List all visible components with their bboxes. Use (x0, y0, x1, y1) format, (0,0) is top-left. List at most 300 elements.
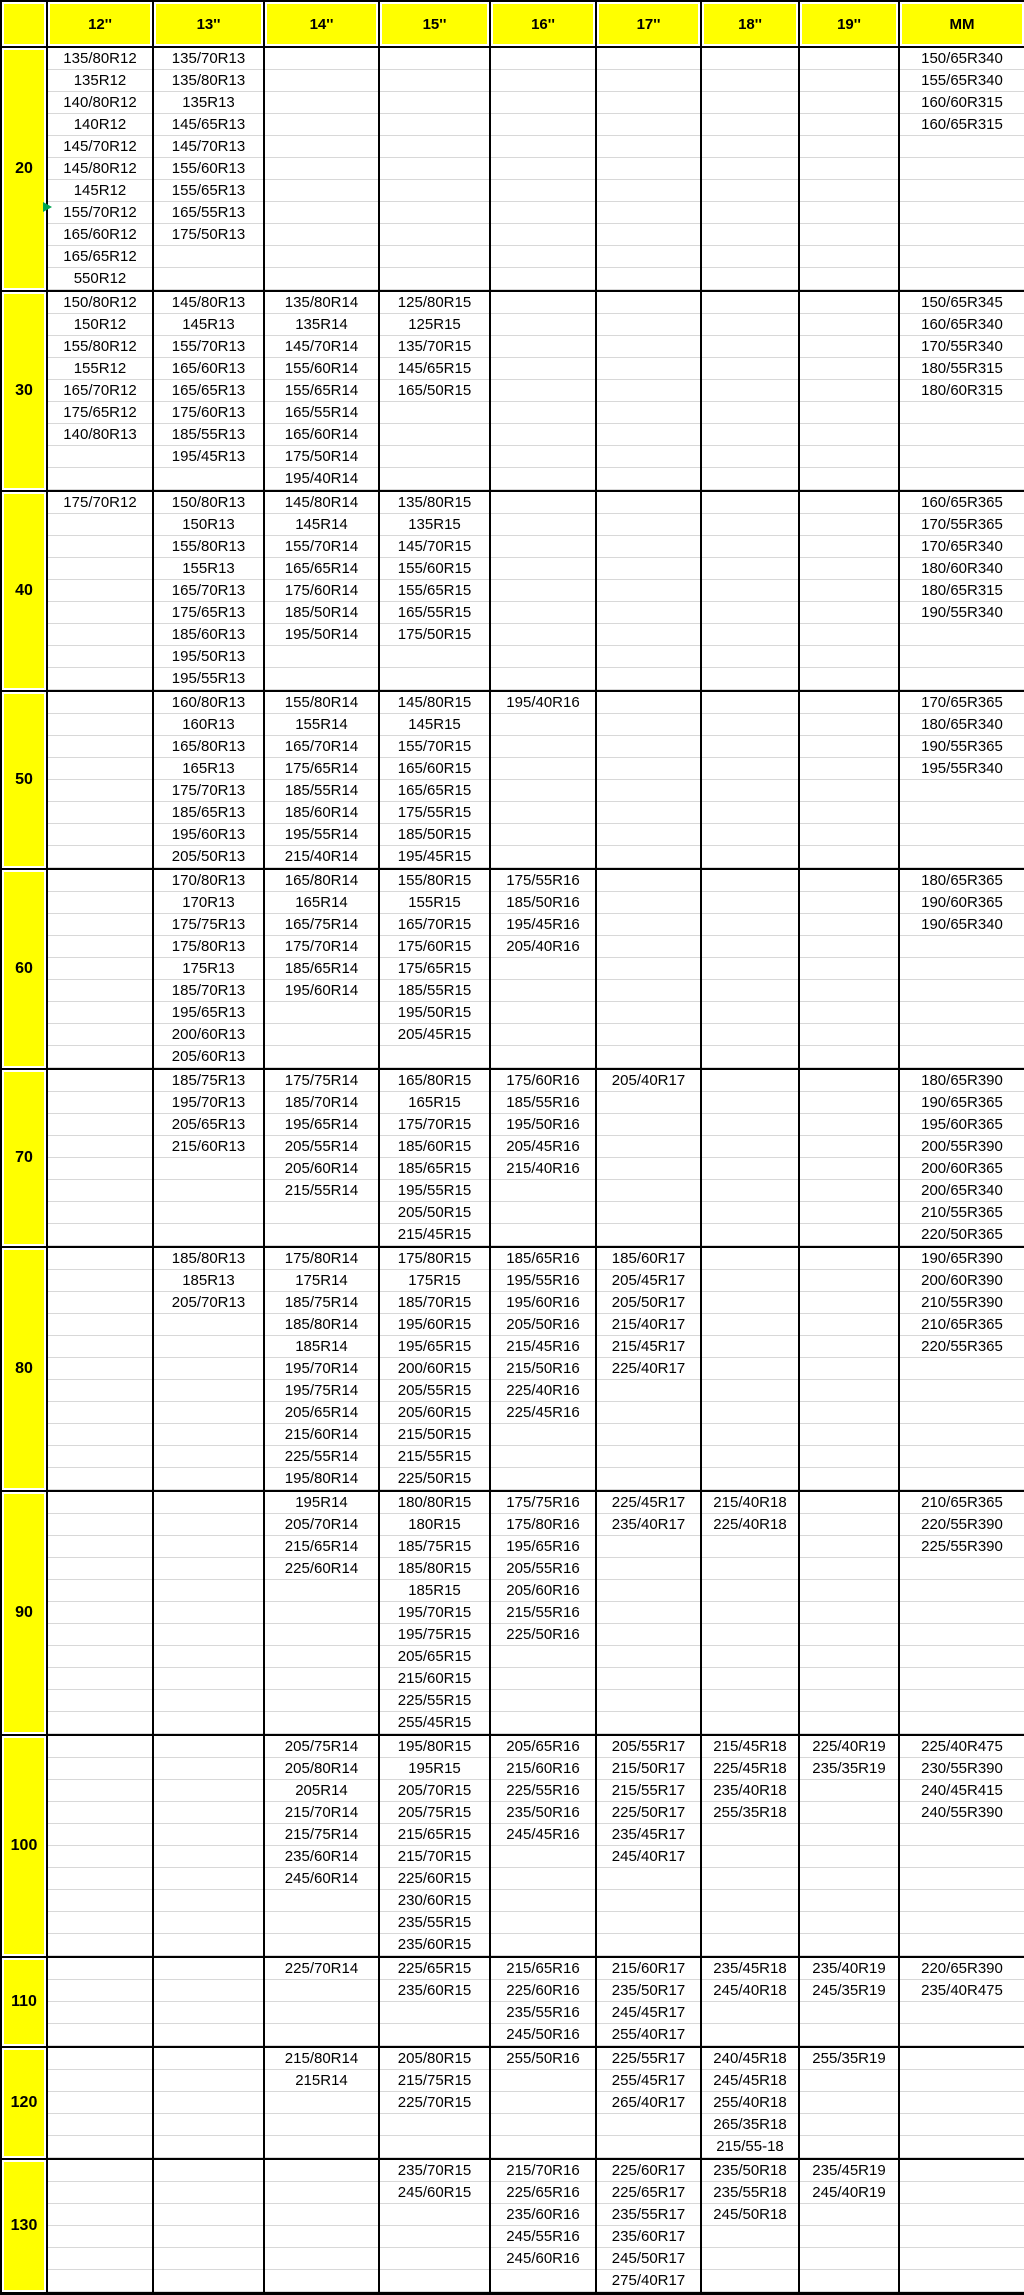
tire-size: 225/60R15 (397, 1870, 472, 1887)
tire-size: 145/70R15 (397, 538, 472, 555)
row-header: 100 (1, 1735, 47, 1957)
tire-size: 165/70R12 (63, 382, 137, 399)
size-cell (153, 1247, 264, 1491)
tire-size: 150/80R12 (63, 294, 137, 311)
tire-size: 150R13 (182, 516, 235, 533)
tire-size: 225/55R15 (397, 1692, 472, 1709)
tire-size: 205/50R16 (506, 1316, 580, 1333)
tire-size: 125R15 (408, 316, 461, 333)
size-cell (379, 1957, 490, 2047)
tire-size: 175/50R15 (397, 626, 472, 643)
col-header-15: 15'' (379, 1, 490, 47)
size-cell (264, 491, 379, 691)
tire-size: 245/50R16 (506, 2026, 580, 2043)
tire-size: 175/60R16 (506, 1072, 580, 1089)
size-cell (701, 2159, 799, 2294)
tire-size: 135R12 (73, 72, 127, 89)
size-cell (153, 491, 264, 691)
tire-size: 205/65R14 (284, 1404, 359, 1421)
tire-size: 215/45R16 (506, 1338, 580, 1355)
tire-size: 215/60R13 (171, 1138, 246, 1155)
tire-size: 150/80R13 (171, 494, 246, 511)
tire-size: 175/50R13 (171, 226, 246, 243)
tire-size: 195/65R15 (397, 1338, 472, 1355)
tire-size: 215/80R14 (284, 2050, 359, 2067)
tire-size: 155/70R13 (171, 338, 246, 355)
size-cell (490, 291, 596, 491)
tire-size: 195/50R13 (171, 648, 246, 665)
tire-size: 215/60R17 (611, 1960, 686, 1977)
tire-size: 205/60R16 (506, 1582, 580, 1599)
tire-size: 255/40R17 (611, 2026, 686, 2043)
tire-size: 150/65R340 (921, 50, 1003, 67)
size-cell (799, 1957, 899, 2047)
tire-size: 225/40R18 (713, 1516, 787, 1533)
tire-size: 155/65R14 (284, 382, 359, 399)
tire-size: 175R13 (182, 960, 235, 977)
tire-size: 245/45R18 (713, 2072, 787, 2089)
tire-size: 175/65R15 (397, 960, 472, 977)
size-cell (264, 1491, 379, 1735)
size-cell (899, 1247, 1024, 1491)
row-header: 40 (1, 491, 47, 691)
tire-size: 195/45R15 (397, 848, 472, 865)
tire-size: 235/55R15 (397, 1914, 472, 1931)
tire-size: 215/75R14 (284, 1826, 359, 1843)
size-cell (701, 47, 799, 291)
tire-size: 255/45R17 (611, 2072, 686, 2089)
tire-size: 145/80R13 (171, 294, 246, 311)
col-header-13: 13'' (153, 1, 264, 47)
tire-size: 135/80R12 (63, 50, 137, 67)
tire-size: 175/65R13 (171, 604, 246, 621)
row-header: 120 (1, 2047, 47, 2159)
tire-size: 180/65R390 (921, 1072, 1003, 1089)
tire-size: 225/45R16 (506, 1404, 580, 1421)
tire-size: 195/65R13 (171, 1004, 246, 1021)
tire-size: 195/45R13 (171, 448, 246, 465)
tire-size: 175/55R15 (397, 804, 472, 821)
tire-size: 245/40R19 (812, 2184, 886, 2201)
row-header: 130 (1, 2159, 47, 2294)
size-cell (47, 1069, 153, 1247)
tire-size: 235/40R17 (611, 1516, 686, 1533)
tire-size: 165/60R12 (63, 226, 137, 243)
tire-size: 245/45R17 (611, 2004, 686, 2021)
size-cell (379, 1247, 490, 1491)
size-cell (490, 1247, 596, 1491)
tire-size: 225/40R16 (506, 1382, 580, 1399)
tire-size: 195/80R14 (284, 1470, 359, 1487)
tire-size: 190/55R365 (921, 738, 1003, 755)
tire-size: 180/65R365 (921, 872, 1003, 889)
tire-size: 185/50R15 (397, 826, 472, 843)
size-cell (379, 869, 490, 1069)
tire-size: 195/55R16 (506, 1272, 580, 1289)
tire-size: 185R15 (408, 1582, 461, 1599)
tire-size: 195R15 (408, 1760, 461, 1777)
size-cell (596, 869, 701, 1069)
tire-size: 195/40R16 (506, 694, 580, 711)
tire-size: 220/50R365 (921, 1226, 1003, 1243)
size-cell (899, 2047, 1024, 2159)
tire-size: 185/60R15 (397, 1138, 472, 1155)
tire-size: 185/55R15 (397, 982, 472, 999)
tire-size: 160/65R365 (921, 494, 1003, 511)
tire-size: 205/40R16 (506, 938, 580, 955)
tire-size: 225/50R15 (397, 1470, 472, 1487)
size-cell (899, 691, 1024, 869)
size-cell (596, 47, 701, 291)
size-cell (799, 1069, 899, 1247)
size-cell (701, 291, 799, 491)
tire-size: 210/65R365 (921, 1316, 1003, 1333)
tire-size: 165/60R13 (171, 360, 246, 377)
size-cell (264, 1735, 379, 1957)
tire-size: 205/55R15 (397, 1382, 472, 1399)
size-cell (379, 1735, 490, 1957)
tire-size: 225/60R16 (506, 1982, 580, 1999)
size-cell (490, 491, 596, 691)
size-cell (799, 47, 899, 291)
tire-size: 195/65R16 (506, 1538, 580, 1555)
tire-size: 215/60R15 (397, 1670, 472, 1687)
tire-size: 215/40R18 (713, 1494, 787, 1511)
size-cell (701, 1957, 799, 2047)
tire-size: 175/65R14 (284, 760, 359, 777)
size-cell (47, 47, 153, 291)
tire-size: 215/40R14 (284, 848, 359, 865)
tire-size: 205/50R15 (397, 1204, 472, 1221)
tire-size: 215/45R15 (397, 1226, 472, 1243)
tire-size: 205/75R15 (397, 1804, 472, 1821)
tire-size: 175/80R14 (284, 1250, 359, 1267)
corner-cell (1, 1, 47, 47)
tire-size: 205/80R15 (397, 2050, 472, 2067)
tire-size: 155/80R12 (63, 338, 137, 355)
size-cell (701, 691, 799, 869)
tire-size: 235/60R15 (397, 1936, 472, 1953)
tire-size: 205R14 (295, 1782, 348, 1799)
tire-size: 245/40R18 (713, 1982, 787, 1999)
size-cell (47, 1735, 153, 1957)
tire-size: 155/70R15 (397, 738, 472, 755)
size-cell (899, 1069, 1024, 1247)
tire-size: 205/70R13 (171, 1294, 246, 1311)
tire-size: 175/80R16 (506, 1516, 580, 1533)
tire-size: 225/45R17 (611, 1494, 686, 1511)
tire-size: 165R14 (295, 894, 348, 911)
tire-size: 215/60R14 (284, 1426, 359, 1443)
tire-size: 155/65R340 (921, 72, 1003, 89)
tire-size: 140/80R13 (63, 426, 137, 443)
tire-size: 225/70R14 (284, 1960, 359, 1977)
tire-size: 180/55R315 (921, 360, 1003, 377)
tire-size: 165/80R13 (171, 738, 246, 755)
tire-size: 195/60R16 (506, 1294, 580, 1311)
size-cell (490, 1491, 596, 1735)
tire-size: 235/40R475 (921, 1982, 1003, 1999)
tire-size: 265/35R18 (713, 2116, 787, 2133)
tire-size: 190/55R340 (921, 604, 1003, 621)
tire-size: 235/55R16 (506, 2004, 580, 2021)
tire-size: 215/70R15 (397, 1848, 472, 1865)
size-cell (596, 2047, 701, 2159)
tire-size: 185/65R13 (171, 804, 246, 821)
tire-size: 190/60R365 (921, 894, 1003, 911)
tire-size: 220/55R390 (921, 1516, 1003, 1533)
tire-size: 175/60R13 (171, 404, 246, 421)
tire-size: 155R12 (73, 360, 127, 377)
tire-size: 180/65R340 (921, 716, 1003, 733)
tire-size: 185/70R13 (171, 982, 246, 999)
tire-size: 225/55R390 (921, 1538, 1003, 1555)
size-cell (153, 869, 264, 1069)
tire-size: 205/55R17 (611, 1738, 686, 1755)
tire-size: 165/55R15 (397, 604, 472, 621)
size-cell (153, 691, 264, 869)
tire-size: 200/60R15 (397, 1360, 472, 1377)
size-cell (799, 491, 899, 691)
size-cell (47, 1491, 153, 1735)
tire-size: 175/60R14 (284, 582, 359, 599)
tire-size: 175/70R13 (171, 782, 246, 799)
tire-size: 155R13 (182, 560, 235, 577)
tire-size: 195R14 (295, 1494, 348, 1511)
tire-size: 225/65R16 (506, 2184, 580, 2201)
tire-size: 135/80R14 (284, 294, 359, 311)
tire-size: 205/40R17 (611, 1072, 686, 1089)
table-row (1, 869, 1024, 1069)
col-header-17: 17'' (596, 1, 701, 47)
tire-size: 550R12 (73, 270, 127, 287)
table-row (1, 1069, 1024, 1247)
tire-size: 185/65R16 (506, 1250, 580, 1267)
tire-size: 225/55R14 (284, 1448, 359, 1465)
tire-size: 225/70R15 (397, 2094, 472, 2111)
table-row (1, 1957, 1024, 2047)
row-header: 50 (1, 691, 47, 869)
size-cell (264, 47, 379, 291)
tire-size: 175/70R14 (284, 938, 359, 955)
size-cell (799, 1247, 899, 1491)
tire-size: 180/80R15 (397, 1494, 472, 1511)
tire-size: 215/70R16 (506, 2162, 580, 2179)
tire-size: 155/60R14 (284, 360, 359, 377)
size-cell (153, 1491, 264, 1735)
tire-size: 165/70R14 (284, 738, 359, 755)
tire-size: 195/70R13 (171, 1094, 246, 1111)
tire-size: 165/80R14 (284, 872, 359, 889)
tire-size: 215/40R17 (611, 1316, 686, 1333)
tire-size: 160/80R13 (171, 694, 246, 711)
tire-size: 175/75R13 (171, 916, 246, 933)
tire-size: 225/65R15 (397, 1960, 472, 1977)
size-cell (47, 1957, 153, 2047)
tire-size: 155/60R15 (397, 560, 472, 577)
col-header-12: 12'' (47, 1, 153, 47)
tire-size: 225/50R16 (506, 1626, 580, 1643)
size-cell (379, 47, 490, 291)
size-cell (379, 291, 490, 491)
tire-size: 180/60R340 (921, 560, 1003, 577)
tire-size: 165/55R13 (171, 204, 246, 221)
tire-size: 200/65R340 (921, 1182, 1003, 1199)
tire-size: 160/60R315 (921, 94, 1003, 111)
size-cell (899, 1491, 1024, 1735)
size-cell (899, 291, 1024, 491)
tire-size: 205/55R14 (284, 1138, 359, 1155)
tire-size: 175/60R15 (397, 938, 472, 955)
tire-size: 195/60R14 (284, 982, 359, 999)
size-cell (490, 869, 596, 1069)
tire-size: 140R12 (73, 116, 127, 133)
size-cell (899, 1735, 1024, 1957)
size-cell (379, 1069, 490, 1247)
tire-size: 170/65R340 (921, 538, 1003, 555)
tire-size: 235/60R14 (284, 1848, 359, 1865)
row-header: 60 (1, 869, 47, 1069)
tire-size: 145/65R15 (397, 360, 472, 377)
tire-size: 215/45R17 (611, 1338, 686, 1355)
size-cell (264, 1957, 379, 2047)
tire-size: 255/35R18 (713, 1804, 787, 1821)
tire-size: 205/70R14 (284, 1516, 359, 1533)
size-cell (264, 2047, 379, 2159)
tire-size: 235/60R15 (397, 1982, 472, 1999)
tire-size: 165/65R15 (397, 782, 472, 799)
tire-size: 195/55R14 (284, 826, 359, 843)
table-row (1, 47, 1024, 291)
tire-size: 185/55R13 (171, 426, 246, 443)
col-header-18: 18'' (701, 1, 799, 47)
tire-size: 185/60R14 (284, 804, 359, 821)
table-body (1, 47, 1024, 2294)
tire-size: 235/40R19 (812, 1960, 886, 1977)
size-cell (490, 1735, 596, 1957)
size-cell (379, 2047, 490, 2159)
size-cell (153, 2159, 264, 2294)
size-cell (899, 869, 1024, 1069)
tire-size: 145R15 (408, 716, 461, 733)
size-cell (799, 869, 899, 1069)
tire-size: 230/60R15 (397, 1892, 472, 1909)
tire-size: 175/70R12 (63, 494, 137, 511)
tire-size: 235/60R17 (611, 2228, 686, 2245)
tire-size: 185/80R15 (397, 1560, 472, 1577)
size-cell (701, 491, 799, 691)
tire-size: 215/55R16 (506, 1604, 580, 1621)
tire-size: 235/40R18 (713, 1782, 787, 1799)
tire-size: 190/65R390 (921, 1250, 1003, 1267)
table-row (1, 1247, 1024, 1491)
table-row (1, 2047, 1024, 2159)
tire-size: 160/65R315 (921, 116, 1003, 133)
tire-size: 240/55R390 (921, 1804, 1003, 1821)
tire-size: 205/45R17 (611, 1272, 686, 1289)
size-cell (47, 691, 153, 869)
tire-size: 215/70R14 (284, 1804, 359, 1821)
tire-size: 185/80R14 (284, 1316, 359, 1333)
tire-size: 235/45R18 (713, 1960, 787, 1977)
tire-size: 165/65R12 (63, 248, 137, 265)
tire-size: 215R14 (295, 2072, 348, 2089)
tire-size: 165/55R14 (284, 404, 359, 421)
size-cell (490, 2047, 596, 2159)
tire-size: 175R14 (295, 1272, 348, 1289)
size-cell (153, 47, 264, 291)
tire-size: 185/50R16 (506, 894, 580, 911)
size-cell (701, 869, 799, 1069)
tire-size: 145R12 (73, 182, 127, 199)
tire-size: 225/55R17 (611, 2050, 686, 2067)
size-cell (799, 1491, 899, 1735)
col-header-19: 19'' (799, 1, 899, 47)
row-header: 70 (1, 1069, 47, 1247)
size-cell (47, 1247, 153, 1491)
row-header: 80 (1, 1247, 47, 1491)
tire-size: 145/70R13 (171, 138, 246, 155)
tire-size: 215/55R17 (611, 1782, 686, 1799)
tire-size: 245/35R19 (812, 1982, 886, 1999)
header-row (1, 1, 1024, 47)
tire-size: 175/55R16 (506, 872, 580, 889)
tire-size: 125/80R15 (397, 294, 472, 311)
tire-size: 215/65R14 (284, 1538, 359, 1555)
size-cell (899, 2159, 1024, 2294)
tire-size: 215/65R16 (506, 1960, 580, 1977)
tire-size: 155/80R14 (284, 694, 359, 711)
tire-size: 145/80R12 (63, 160, 137, 177)
tire-size: 235/35R19 (812, 1760, 886, 1777)
size-cell (47, 2047, 153, 2159)
size-cell (379, 491, 490, 691)
tire-size: 180R15 (408, 1516, 461, 1533)
size-cell (153, 2047, 264, 2159)
tire-size: 155/60R13 (171, 160, 246, 177)
tire-size: 175/75R16 (506, 1494, 580, 1511)
tire-size: 185/70R15 (397, 1294, 472, 1311)
tire-size: 235/45R17 (611, 1826, 686, 1843)
tire-size: 205/50R17 (611, 1294, 686, 1311)
tire-size: 225/40R475 (921, 1738, 1003, 1755)
tire-size: 185/55R16 (506, 1094, 580, 1111)
tire-size: 200/60R13 (171, 1026, 246, 1043)
tire-size: 195/60R13 (171, 826, 246, 843)
tire-size: 195/50R16 (506, 1116, 580, 1133)
tire-size: 145/80R15 (397, 694, 472, 711)
size-cell (490, 2159, 596, 2294)
size-cell (596, 1069, 701, 1247)
tire-size: 155R14 (295, 716, 348, 733)
tire-size: 165/50R15 (397, 382, 472, 399)
tire-size: 185R13 (182, 1272, 235, 1289)
tire-size: 240/45R415 (921, 1782, 1003, 1799)
tire-size: 135/80R15 (397, 494, 472, 511)
green-comment-marker-icon (43, 202, 52, 212)
size-cell (899, 491, 1024, 691)
tire-size: 155/70R14 (284, 538, 359, 555)
tire-size: 155R15 (408, 894, 461, 911)
tire-size: 165/75R14 (284, 916, 359, 933)
size-cell (264, 1247, 379, 1491)
tire-size: 205/65R13 (171, 1116, 246, 1133)
tire-size: 225/40R17 (611, 1360, 686, 1377)
tire-size: 245/50R17 (611, 2250, 686, 2267)
size-cell (264, 1069, 379, 1247)
size-cell (799, 1735, 899, 1957)
size-cell (47, 869, 153, 1069)
